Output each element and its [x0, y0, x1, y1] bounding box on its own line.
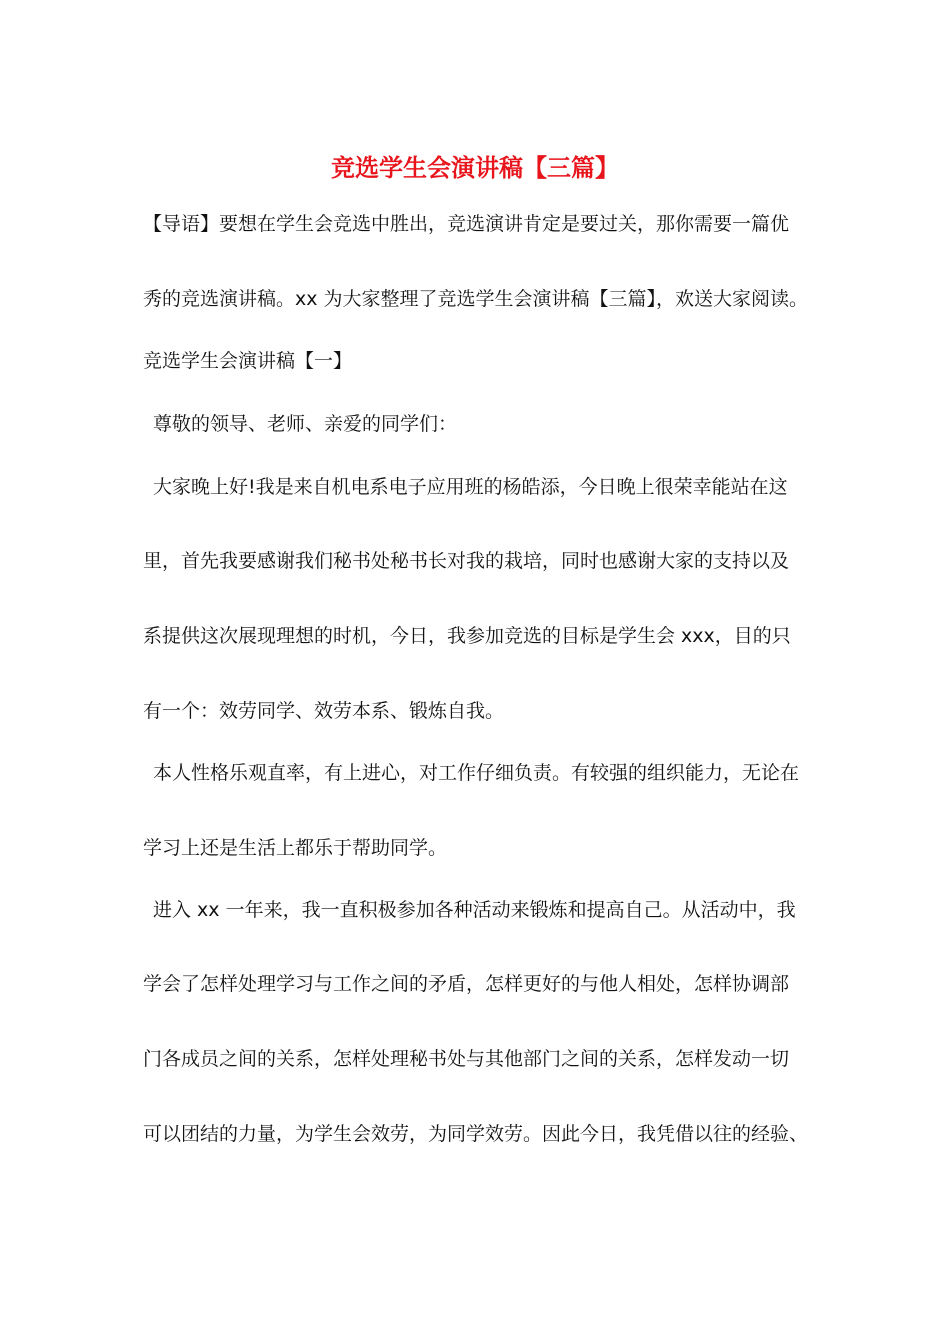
- document-title: 竞选学生会演讲稿【三篇】: [331, 153, 619, 182]
- paragraph-line: 【导语】要想在学生会竞选中胜出，竞选演讲肯定是要过关，那你需要一篇优: [143, 213, 790, 235]
- paragraph-line: 进入 xx 一年来，我一直积极参加各种活动来锻炼和提高自己。从活动中，我: [153, 899, 796, 921]
- paragraph-line: 门各成员之间的关系，怎样处理秘书处与其他部门之间的关系，怎样发动一切: [143, 1048, 790, 1070]
- paragraph-line: 里，首先我要感谢我们秘书处秘书长对我的栽培，同时也感谢大家的支持以及: [143, 550, 790, 572]
- paragraph-line: 学会了怎样处理学习与工作之间的矛盾，怎样更好的与他人相处，怎样协调部: [143, 973, 790, 995]
- paragraph-line: 系提供这次展现理想的时机，今日，我参加竞选的目标是学生会 xxx，目的只: [143, 625, 791, 647]
- section-heading: 竞选学生会演讲稿【一】: [143, 350, 353, 372]
- paragraph-line: 本人性格乐观直率，有上进心，对工作仔细负责。有较强的组织能力，无论在: [153, 762, 800, 784]
- paragraph-line: 可以团结的力量，为学生会效劳，为同学效劳。因此今日，我凭借以往的经验、: [143, 1123, 809, 1145]
- salutation-line: 尊敬的领导、老师、亲爱的同学们：: [153, 413, 458, 435]
- paragraph-line: 秀的竞选演讲稿。xx 为大家整理了竞选学生会演讲稿【三篇】，欢送大家阅读。: [143, 288, 809, 310]
- paragraph-line: 有一个：效劳同学、效劳本系、锻炼自我。: [143, 700, 505, 722]
- paragraph-line: 大家晚上好!我是来自机电系电子应用班的杨皓添，今日晚上很荣幸能站在这: [153, 476, 788, 498]
- paragraph-line: 学习上还是生活上都乐于帮助同学。: [143, 837, 448, 859]
